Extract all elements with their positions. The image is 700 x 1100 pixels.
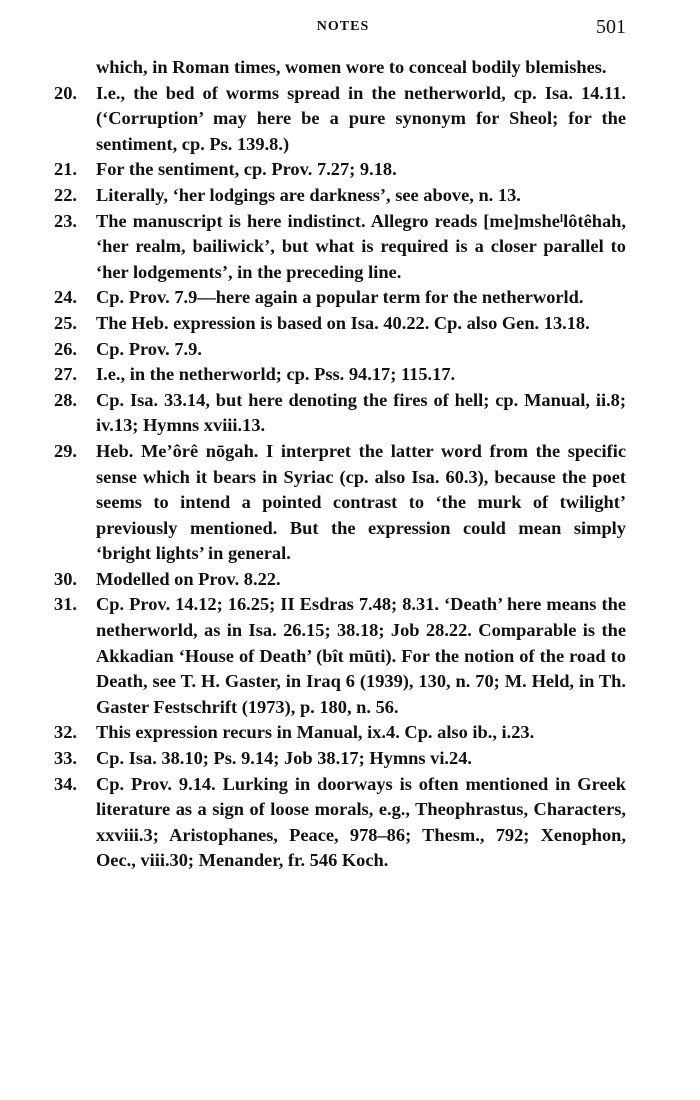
note-31 xyxy=(54,592,626,720)
continued-note-text: which, in Roman times, women wore to conceal bodily blemishes. xyxy=(96,57,607,77)
note-text: For the sentiment, cp. Prov. 7.27; 9.18. xyxy=(96,159,397,180)
note-33 xyxy=(54,746,626,772)
notes-list xyxy=(54,55,626,874)
running-title: NOTES xyxy=(316,19,370,34)
note-number: 23. xyxy=(54,210,77,231)
note-21 xyxy=(54,157,626,183)
note-text: The Heb. expression is based on Isa. 40.22. Cp. also Gen. 13.18. xyxy=(96,312,590,333)
note-text: Cp. Isa. 33.14, but here denoting the fires of hell; cp. Manual, ii.8; iv.13; Hymns xviii.13. xyxy=(96,389,626,436)
note-number: 21. xyxy=(54,159,77,180)
note-text: Heb. Meʼôrê nōgah. I interpret the latter word from the specific sense which it bears in Syriac (cp. also Isa. 60.3), because the poet seems to intend a pointed contrast to ‘the murk of twilight’ previously mentioned. But the expression could mean simply ‘bright lights’ in general. xyxy=(96,440,626,564)
note-22 xyxy=(54,183,626,209)
note-number: 31. xyxy=(54,594,77,615)
note-text: Cp. Prov. 7.9—here again a popular term for the netherworld. xyxy=(96,287,584,308)
note-text: I.e., in the netherworld; cp. Pss. 94.17; 115.17. xyxy=(96,364,456,385)
note-26 xyxy=(54,337,626,363)
note-text: The manuscript is here indistinct. Allegro reads [me]msheˡlôtêhah, ‘her realm, bailiwick’, but what is required is a closer parallel to ‘her lodgements’, in the preceding line. xyxy=(96,210,626,282)
note-text: This expression recurs in Manual, ix.4. Cp. also ib., i.23. xyxy=(96,722,535,743)
page-header xyxy=(60,16,626,44)
note-number: 24. xyxy=(54,287,77,308)
note-text: Cp. Prov. 14.12; 16.25; II Esdras 7.48; 8.31. ‘Death’ here means the netherworld, as in Isa. 26.15; 38.18; Job 28.22. Comparable is the Akkadian ‘House of Death’ (bît mūti). For the notion of the road to Death, see T. H. Gaster, in Iraq 6 (1939), 130, n. 70; M. Held, in Th. Gaster Festschrift (1973), p. 180, n. 56. xyxy=(96,594,626,717)
note-text: Cp. Prov. 7.9. xyxy=(96,338,202,359)
note-23 xyxy=(54,209,626,286)
note-number: 26. xyxy=(54,338,77,359)
note-number: 28. xyxy=(54,389,77,410)
note-text: Modelled on Prov. 8.22. xyxy=(96,568,281,589)
note-32 xyxy=(54,720,626,746)
note-text: Cp. Isa. 38.10; Ps. 9.14; Job 38.17; Hymns vi.24. xyxy=(96,748,473,769)
page-number: 501 xyxy=(596,16,626,38)
note-text: Cp. Prov. 9.14. Lurking in doorways is often mentioned in Greek literature as a sign of loose morals, e.g., Theophrastus, Characters, xxviii.3; Aristophanes, Peace, 978–86; Thesm., 792; Xenophon, Oec., viii.30; Menander, fr. 546 Koch. xyxy=(96,773,626,871)
note-29 xyxy=(54,439,626,567)
note-number: 22. xyxy=(54,184,77,205)
note-text: Literally, ‘her lodgings are darkness’, see above, n. 13. xyxy=(96,184,521,205)
note-30 xyxy=(54,567,626,593)
note-24 xyxy=(54,285,626,311)
note-number: 34. xyxy=(54,773,77,794)
note-number: 33. xyxy=(54,748,77,769)
note-number: 20. xyxy=(54,82,77,103)
note-number: 29. xyxy=(54,440,77,461)
note-28 xyxy=(54,388,626,439)
note-number: 32. xyxy=(54,722,77,743)
note-text: I.e., the bed of worms spread in the netherworld, cp. Isa. 14.11. (‘Corruption’ may here be a pure synonym for Sheol; for the sentiment, cp. Ps. 139.8.) xyxy=(96,82,626,154)
note-number: 30. xyxy=(54,568,77,589)
note-34 xyxy=(54,772,626,874)
note-20 xyxy=(54,81,626,158)
note-number: 25. xyxy=(54,312,77,333)
note-25 xyxy=(54,311,626,337)
note-number: 27. xyxy=(54,364,77,385)
note-27 xyxy=(54,362,626,388)
